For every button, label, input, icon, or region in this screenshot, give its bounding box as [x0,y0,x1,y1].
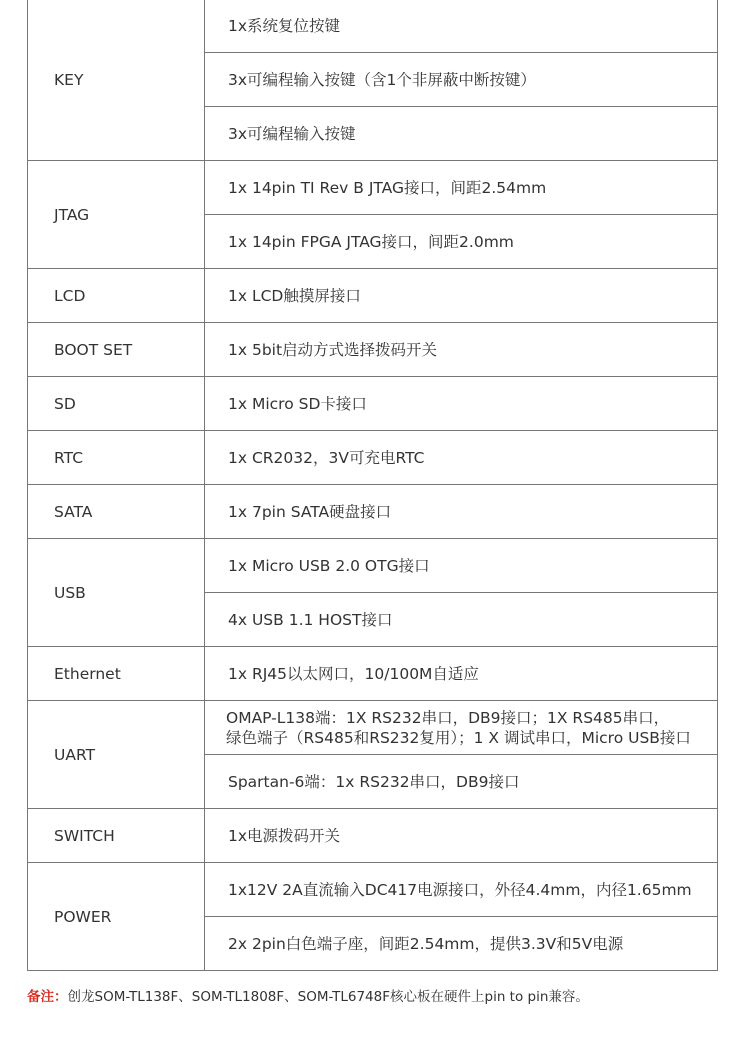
cell-value: 1x CR2032，3V可充电RTC [205,431,718,485]
row-label-usb: USB [28,539,205,647]
cell-value: 4x USB 1.1 HOST接口 [205,593,718,647]
cell-value: 1x LCD触摸屏接口 [205,269,718,323]
cell-value: 1x 14pin FPGA JTAG接口，间距2.0mm [205,215,718,269]
cell-value: 2x 2pin白色端子座，间距2.54mm，提供3.3V和5V电源 [205,917,718,971]
table-row [28,485,718,539]
row-label-sd: SD [28,377,205,431]
cell-value: 3x可编程输入按键 [205,107,718,161]
table-row [28,269,718,323]
row-label-boot-set: BOOT SET [28,323,205,377]
row-label-ethernet: Ethernet [28,647,205,701]
table-row [28,539,718,593]
table-row [28,701,718,755]
cell-value: 1x 5bit启动方式选择拨码开关 [205,323,718,377]
cell-value: 1x 14pin TI Rev B JTAG接口，间距2.54mm [205,161,718,215]
table-row [28,0,718,53]
table-row [28,323,718,377]
footnote-text: 创龙SOM-TL138F、SOM-TL1808F、SOM-TL6748F核心板在硬件上pin to pin兼容。 [67,989,589,1005]
cell-value: 1x12V 2A直流输入DC417电源接口，外径4.4mm，内径1.65mm [205,863,718,917]
table-row [28,647,718,701]
spec-table [27,0,718,971]
table-row [28,863,718,917]
cell-value: 1x Micro SD卡接口 [205,377,718,431]
row-label-key: KEY [28,0,205,161]
row-label-uart: UART [28,701,205,809]
cell-value: Spartan-6端：1x RS232串口，DB9接口 [205,755,718,809]
table-row [28,377,718,431]
footnote [27,985,589,1005]
footnote-prefix: 备注： [27,989,68,1005]
row-label-lcd: LCD [28,269,205,323]
cell-value: 1x Micro USB 2.0 OTG接口 [205,539,718,593]
cell-value: 1x 7pin SATA硬盘接口 [205,485,718,539]
cell-value: 3x可编程输入按键（含1个非屏蔽中断按键） [205,53,718,107]
cell-value: 1x RJ45以太网口，10/100M自适应 [205,647,718,701]
cell-line: 绿色端子（RS485和RS232复用）；1 X 调试串口，Micro USB接口 [226,728,691,747]
cell-value [205,701,718,755]
row-label-switch: SWITCH [28,809,205,863]
row-label-jtag: JTAG [28,161,205,269]
cell-value: 1x系统复位按键 [205,0,718,53]
row-label-sata: SATA [28,485,205,539]
table-row [28,431,718,485]
cell-value: 1x电源拨码开关 [205,809,718,863]
table-row [28,161,718,215]
cell-line: OMAP-L138端：1X RS232串口，DB9接口；1X RS485串口， [226,708,670,727]
row-label-power: POWER [28,863,205,971]
row-label-rtc: RTC [28,431,205,485]
table-row [28,809,718,863]
